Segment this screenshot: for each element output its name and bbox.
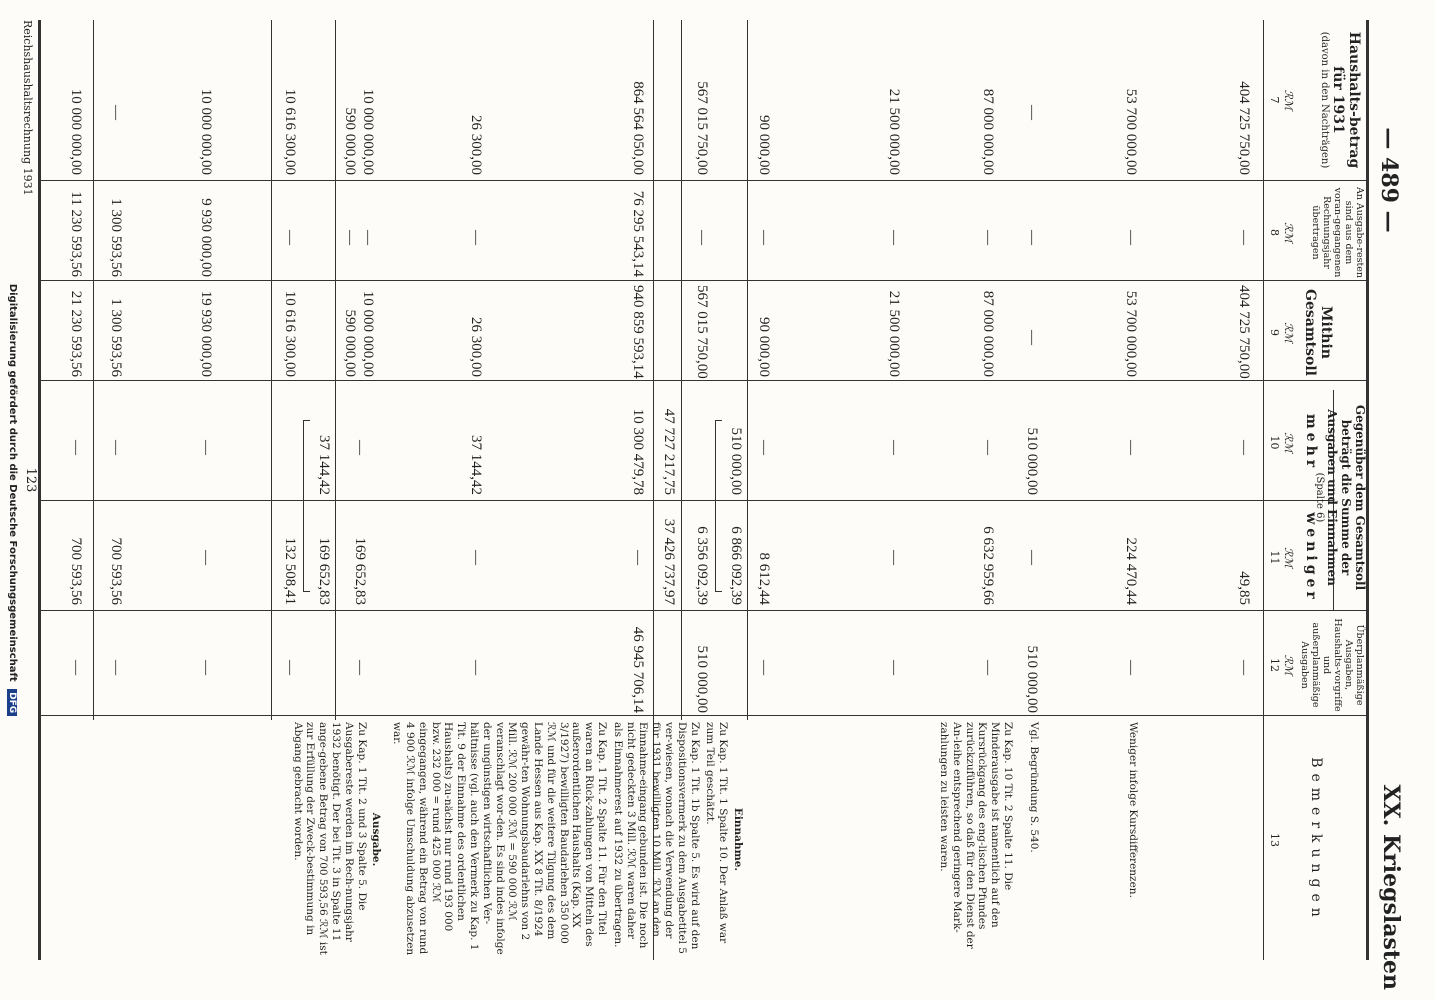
col13-num: 13 bbox=[1268, 833, 1281, 847]
col9-title: Mithin Gesamtsoll bbox=[1301, 289, 1334, 376]
r12-c7: 10 000 000,00 bbox=[198, 88, 214, 175]
digitization-note bbox=[7, 10, 18, 990]
col8-unit: ℛℳ bbox=[1282, 222, 1295, 243]
r12-c9: 19 930 000,00 bbox=[198, 290, 214, 377]
r13-c11: 700 593,56 bbox=[108, 537, 124, 605]
r5-c9: 21 500 000,00 bbox=[886, 290, 902, 377]
col9-num: 9 bbox=[1268, 329, 1281, 336]
r6-c7: 90 000,00 bbox=[756, 115, 772, 175]
subtotal3-rule bbox=[335, 20, 336, 720]
col9-unit: ℛℳ bbox=[1282, 322, 1295, 343]
col7-sub: (davon in den Nachträgen) bbox=[1318, 31, 1330, 169]
r10-c8a: — bbox=[360, 230, 376, 245]
sum3-c10: 37 144,42 bbox=[316, 435, 332, 495]
r5-c7: 21 500 000,00 bbox=[886, 88, 902, 175]
col12-header: Überplanmäßige Ausgaben, Haushalts-vorgriffe und außerplanmäßige Ausgaben bbox=[1299, 618, 1365, 712]
sum3-c11b: 132 508,41 bbox=[282, 537, 298, 605]
sum1-c11b: 6 356 092,39 bbox=[694, 526, 710, 605]
r7-c8: — bbox=[694, 230, 710, 245]
r3-remark: Vgl. Begründung S. 540. bbox=[1028, 722, 1040, 853]
r3-c12: 510 000,00 bbox=[1024, 645, 1040, 713]
r2-c12: — bbox=[1123, 660, 1139, 675]
r11-c7: 10 616 300,00 bbox=[282, 88, 298, 175]
ausgabe-remark-1: Zu Kap. 1 Tit. 2 und 3 Spalte 5. Die Ausgabereste werden im Rech-nungsjahr 1932 benötigt. Der bei Tit. 3 in Spalte 11 ange-gebene Betrag von 700 593,56 ℛℳ ist zur Erfüllung der Zweck-bestimmung in Abgang gebracht worden. bbox=[291, 722, 368, 955]
r12-c11: — bbox=[198, 550, 214, 565]
r4-c11: 6 632 959,66 bbox=[980, 526, 996, 605]
col-sep-9-10 bbox=[41, 380, 1369, 381]
col7-num: 7 bbox=[1268, 96, 1281, 104]
r10-c7b: 590 000,00 bbox=[342, 107, 358, 175]
col10-11-header bbox=[1313, 385, 1366, 610]
subtotal2-rule bbox=[681, 20, 682, 720]
r13-c7: — bbox=[108, 105, 124, 120]
col13-header: Bemerkungen bbox=[1308, 757, 1324, 923]
sum1-c10a: 510 000,00 bbox=[728, 427, 744, 495]
r11-c9: 10 616 300,00 bbox=[282, 290, 298, 377]
digitization-text: Digitalisierung gefördert durch die Deutsche Forschungsgemeinschaft bbox=[7, 283, 18, 682]
footer-page-number: 123 bbox=[23, 467, 38, 493]
total-rule bbox=[93, 20, 94, 720]
einnahme-remark-2: Zu Kap. 1 Tit. 1b Spalte 5. Es wird auf den Dispositionsvermerk zu dem Ausgabetitel 5 ver-wiesen, wonach die Verwendung der für 1931 bewilligten 10 Mill. ℛℳ an den Einnahme-eingang gebunden ist. Die noch nicht gedeckten 3 Mill. ℛℳ waren daher als Einnahmerest auf 1932 zu übertragen. bbox=[611, 722, 701, 954]
sum2-c11: 37 426 737,97 bbox=[661, 518, 677, 605]
r11-c8: — bbox=[282, 230, 298, 245]
r8-c12: 46 945 706,14 bbox=[630, 626, 646, 713]
header-bottom-rule bbox=[1263, 20, 1264, 960]
r2-c11: 224 470,44 bbox=[1123, 537, 1139, 605]
r5-c11: — bbox=[886, 550, 902, 565]
r1-c8: — bbox=[1236, 230, 1252, 245]
col-sep-7-8 bbox=[41, 180, 1369, 181]
r14-c11: 700 593,56 bbox=[68, 537, 84, 605]
block3-rule bbox=[271, 20, 272, 720]
r1-c10: — bbox=[1236, 440, 1252, 455]
r6-c8: — bbox=[756, 230, 772, 245]
r9-c12: — bbox=[468, 660, 484, 675]
remarks-block bbox=[291, 722, 744, 957]
r8-c8: 76 295 543,14 bbox=[630, 190, 646, 277]
r14-c10: — bbox=[68, 440, 84, 455]
r4-remark: Zu Kap. 10 Tit. 2 Spalte 11. Die Minderausgabe ist namentlich auf den Kursrückgang des eng-lischen Pfundes zurückzuführen, so daß für den Dienst der An-leihe entsprechend geringere Mark-zahlungen zu leisten waren. bbox=[938, 722, 1014, 949]
r3-c10: 510 000,00 bbox=[1024, 427, 1040, 495]
r10-c11: 169 652,83 bbox=[352, 537, 368, 605]
col12-num: 12 bbox=[1268, 658, 1281, 672]
col-sep-10-11 bbox=[41, 500, 1334, 501]
col12-unit: ℛℳ bbox=[1282, 654, 1295, 676]
r11-c12: — bbox=[282, 660, 298, 675]
r1-c9: 404 725 750,00 bbox=[1236, 285, 1252, 379]
col7-unit: ℛℳ bbox=[1282, 89, 1295, 111]
ausgabe-title: Ausgabe. bbox=[370, 812, 383, 867]
r2-c9: 53 700 000,00 bbox=[1123, 290, 1139, 377]
col-sep-8-9 bbox=[41, 280, 1369, 281]
col8-num: 8 bbox=[1268, 229, 1281, 236]
r8-c10: 10 300 479,78 bbox=[630, 408, 646, 495]
r1-c12: — bbox=[1236, 660, 1252, 675]
sum3-brace bbox=[303, 420, 310, 592]
col11-unit: ℛℳ bbox=[1282, 547, 1295, 568]
r13-c8: 1 300 593,56 bbox=[108, 198, 124, 277]
r12-c8: 9 930 000,00 bbox=[198, 198, 214, 277]
r4-c9: 87 000 000,00 bbox=[980, 290, 996, 377]
r7-c9: 567 015 750,00 bbox=[694, 285, 710, 379]
r10-c9b: 590 000,00 bbox=[342, 309, 358, 377]
page-number: — 489 — bbox=[1376, 127, 1402, 233]
r6-c11: 8 612,44 bbox=[756, 552, 772, 605]
r9-c8: — bbox=[468, 230, 484, 245]
r1-c11: 49,85 bbox=[1236, 571, 1252, 605]
dfg-logo: DFG bbox=[7, 689, 17, 716]
r10-c7a: 10 000 000,00 bbox=[360, 88, 376, 175]
r7-c12: 510 000,00 bbox=[694, 645, 710, 713]
chapter-title: XX. Kriegslasten bbox=[1378, 784, 1404, 990]
r14-c8: 11 230 593,56 bbox=[68, 191, 84, 277]
col10-11-title: Gegenüber dem Gesamtsoll beträgt die Summe der Ausgaben und Einnahmen bbox=[1325, 404, 1367, 591]
r6-c12: — bbox=[756, 660, 772, 675]
r9-c7: 26 300,00 bbox=[468, 115, 484, 175]
col-sep-11-12 bbox=[41, 610, 1369, 611]
col7-header bbox=[1318, 20, 1362, 180]
sum3-c11a: 169 652,83 bbox=[316, 537, 332, 605]
r2-c8: — bbox=[1123, 230, 1139, 245]
r3-c9: — bbox=[1024, 330, 1040, 345]
r8-c9: 940 859 593,14 bbox=[630, 285, 646, 379]
sum2-c10: 47 727 217,75 bbox=[661, 408, 677, 495]
r3-c11: — bbox=[1024, 550, 1040, 565]
r9-c10: 37 144,42 bbox=[468, 435, 484, 495]
col10-unit: ℛℳ bbox=[1282, 432, 1295, 453]
col9-header bbox=[1302, 285, 1334, 380]
r9-c11: — bbox=[468, 550, 484, 565]
col10-11-sub: (Spalte 6) bbox=[1313, 472, 1325, 523]
r4-c12: — bbox=[980, 660, 996, 675]
footer-publication: Reichshaushaltsrechnung 1931 bbox=[21, 20, 34, 196]
r2-c10: — bbox=[1123, 440, 1139, 455]
einnahme-remark-1: Zu Kap. 1 Tit. 1 Spalte 10. Der Anlaß war zum Teil geschätzt. bbox=[704, 722, 730, 944]
col10-num: 10 bbox=[1268, 435, 1281, 450]
r5-c8: — bbox=[886, 230, 902, 245]
r12-c10: — bbox=[198, 440, 214, 455]
col8-header bbox=[1309, 185, 1364, 280]
r4-c8: — bbox=[980, 230, 996, 245]
subtotal1-rule bbox=[747, 20, 748, 720]
r10-c8b: — bbox=[342, 230, 358, 245]
r14-c9: 21 230 593,56 bbox=[68, 290, 84, 377]
r10-c12: — bbox=[352, 660, 368, 675]
r1-c7: 404 725 750,00 bbox=[1236, 81, 1252, 175]
col11-header: weniger bbox=[1303, 512, 1319, 603]
r12-c12: — bbox=[198, 660, 214, 675]
r14-c12: — bbox=[68, 660, 84, 675]
col-sep-12-13 bbox=[41, 715, 1369, 716]
r5-c10: — bbox=[886, 440, 902, 455]
r13-c12: — bbox=[108, 660, 124, 675]
r3-c8: — bbox=[1024, 230, 1040, 245]
r9-c9: 26 300,00 bbox=[468, 317, 484, 377]
r4-c10: — bbox=[980, 440, 996, 455]
col11-num: 11 bbox=[1268, 550, 1281, 565]
r3-c7: — bbox=[1024, 105, 1040, 120]
col8-title: An Ausgabe-resten sind aus dem voran-gegangenen Rechnungsjahr übertragen bbox=[1310, 186, 1365, 279]
r10-c9a: 10 000 000,00 bbox=[360, 290, 376, 377]
r14-c7: 10 000 000,00 bbox=[68, 88, 84, 175]
r2-remark: Weniger infolge Kursdifferenzen. bbox=[1127, 722, 1139, 898]
r2-c7: 53 700 000,00 bbox=[1123, 88, 1139, 175]
r7-c7: 567 015 750,00 bbox=[694, 81, 710, 175]
sum1-brace bbox=[715, 420, 722, 592]
r8-c11: — bbox=[630, 550, 646, 565]
r4-c7: 87 000 000,00 bbox=[980, 88, 996, 175]
r10-c10: — bbox=[352, 440, 368, 455]
r13-c10: — bbox=[108, 440, 124, 455]
r6-c9: 90 000,00 bbox=[756, 317, 772, 377]
col10-header: mehr bbox=[1303, 413, 1319, 472]
r6-c10: — bbox=[756, 440, 772, 455]
r8-c7: 864 564 050,00 bbox=[630, 81, 646, 175]
sum1-c11a: 6 866 092,39 bbox=[728, 526, 744, 605]
einnahme-title: Einnahme. bbox=[732, 807, 744, 872]
col7-title: Haushalts-betrag für 1931 bbox=[1329, 31, 1362, 169]
table-bottom-rule bbox=[38, 20, 41, 960]
einnahme-remark-3: Zu Kap. 1 Tit. 2 Spalte 11. Für den Titel waren an Rück-zahlungen von Mitteln des außerordentlichen Haushalts (Kap. XX 3/1927) bewilligten Baudarlehen 350 000 ℛℳ und für die weitere Tilgung des dem Lande Hessen aus Kap. XX 8 Tit. 8/1924 gewähr-ten Wohnungsbaudarlehns von 2 Mill. ℛℳ 200 000 ℛℳ = 590 000 ℛℳ veranschlagt wor-den. Es sind indes infolge der ungünstigen wirtschaftlichen Ver-hältnisse (vgl. auch den Vermerk zu Kap. 1 Tit. 9 der Einnahme des ordentlichen Haushalts) zu-nächst nur rund 193 000 bzw. 232 000 = rund 425 000 ℛℳ eingegangen, während ein Betrag von rund 4 900 ℛℳ infolge Umschuldung abzusetzen war. bbox=[391, 722, 609, 956]
r5-c12: — bbox=[886, 660, 902, 675]
r13-c9: 1 300 593,56 bbox=[108, 298, 124, 377]
